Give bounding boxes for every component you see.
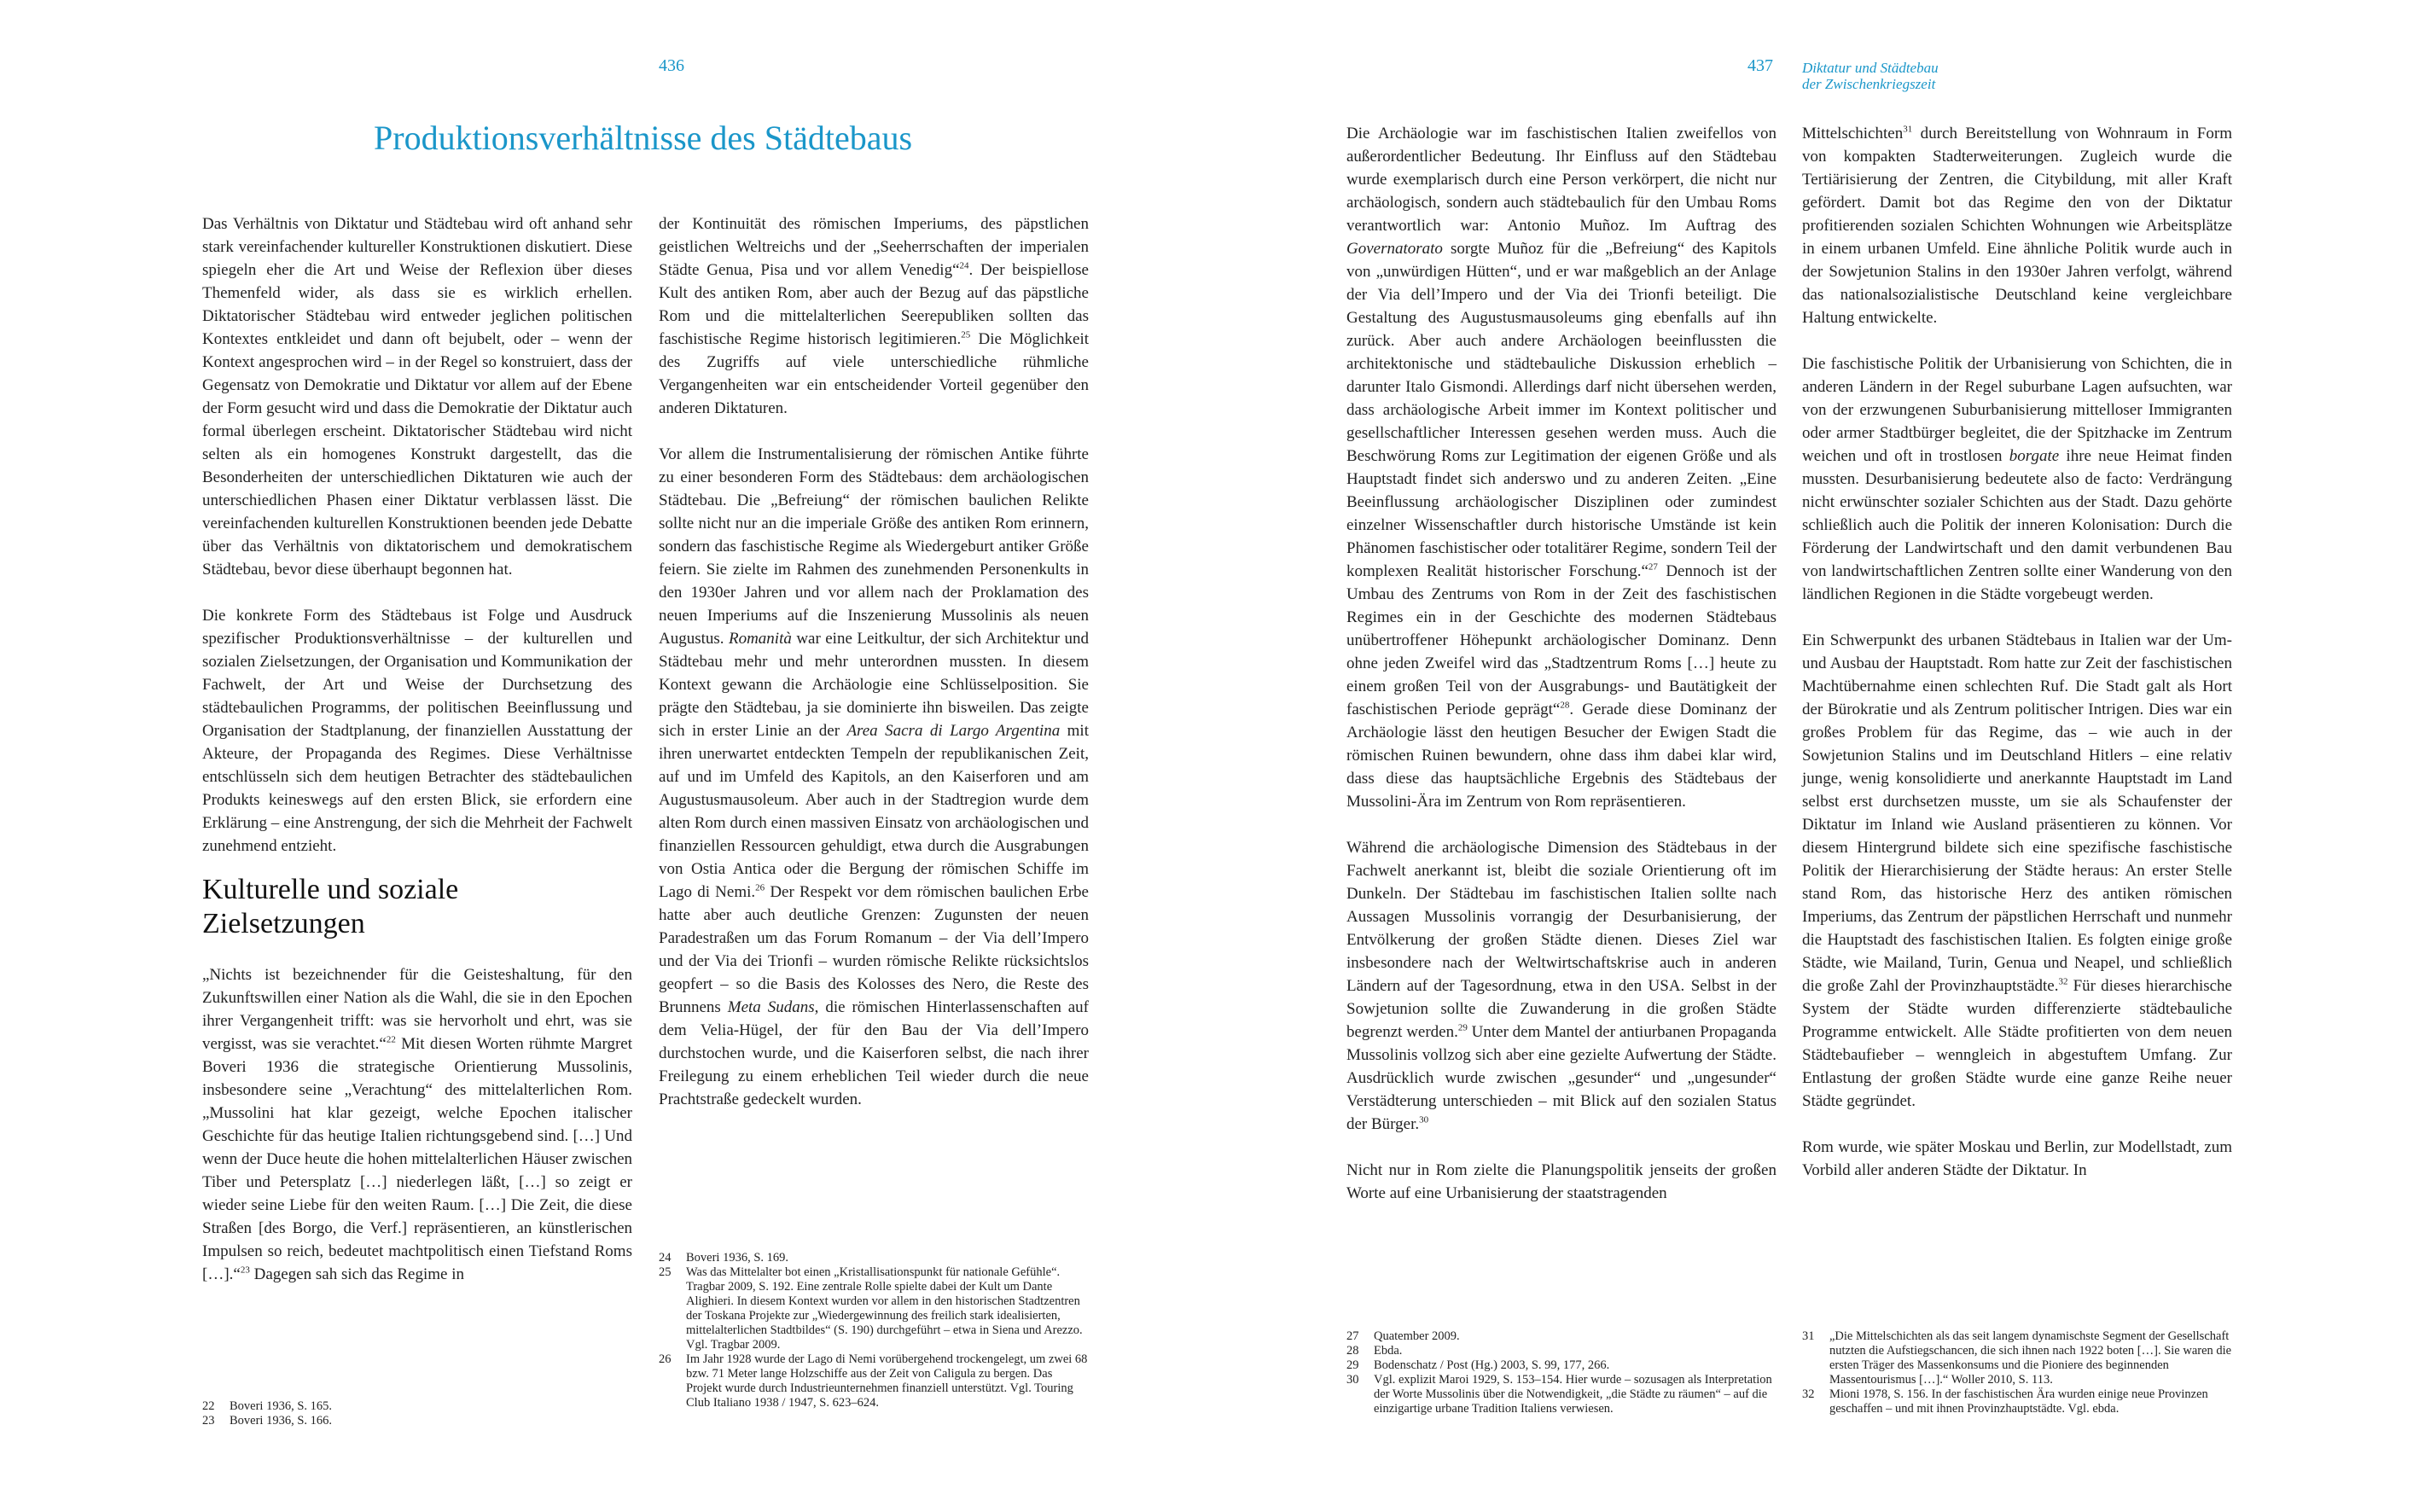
footnote: 22 Boveri 1936, S. 165. xyxy=(202,1399,333,1413)
running-head: Diktatur und Städtebau der Zwischenkriegszeit xyxy=(1802,60,1939,92)
paragraph: Mittelschichten$^{31}$ durch Bereitstellung von Wohnraum in Form von kompakten Stadterweiterungen. Zugleich wurde die Tertiärisierung der Zentren, die Citybildung, mit aller Kraft gefördert. Damit bot das Regime den von der Diktatur profitierenden sozialen Schichten Wohnungen wie Arbeitsplätze in einem urbanen Umfeld. Eine ähnliche Politik wurde auch in der Sowjetunion Stalins in den 1930er Jahren verfolgt, während das nationalsozialistische Deutschland keine vergleichbare Haltung entwickelte. xyxy=(1802,124,2232,327)
footnote: 23 Boveri 1936, S. 166. xyxy=(202,1414,333,1428)
footnote-ref[interactable]: 31 xyxy=(1903,124,1913,135)
page-number-right: 437 xyxy=(1747,56,1773,75)
paragraph: der Kontinuität des römischen Imperiums, des päpstlichen geistlichen Weltreichs und der „Seeherrschaften der imperialen Städte Genua, Pisa und vor allem Venedig“$^{24}$. Der beispiellose Kult des antiken Rom, aber auch der Bezug auf das päpstliche Rom und die mittelalterlichen Seerepubliken sollten das faschistische Regime historisch legitimieren.$^{25}$ Die Möglichkeit des Zugriffs auf viele unterschiedliche rühmliche Vergangenheiten war ein entscheidender Vorteil gegenüber den anderen Diktaturen. xyxy=(659,215,1090,417)
paragraph: Die konkrete Form des Städtebaus ist Folge und Ausdruck spezifischer Produktionsverhältnisse – der kulturellen und sozialen Zielsetzungen, der Organisation und Kommunikation der Fachwelt, der Art und Weise der Durchsetzung des städtebaulichen Programms, der politischen Beeinflussung und Organisation der Stadtplanung, der finanziellen Ausstattung der Akteure, der Propaganda des Regimes. Diese Verhältnisse entschlüsseln sich dem heutigen Betrachter des städtebaulichen Produkts keineswegs auf den ersten Blick, sie erfordern eine Erklärung – eine Anstrengung, der sich die Mehrheit der Fachwelt zunehmend entzieht. xyxy=(202,607,632,855)
footnote: 24 Boveri 1936, S. 169. xyxy=(659,1251,789,1265)
paragraph: Vor allem die Instrumentalisierung der römischen Antike führte zu einer besonderen Form des Städtebaus: dem archäologischen Städtebau. Die „Befreiung“ der römischen baulichen Relikte sollte nicht nur an die imperiale Größe des antiken Rom erinnern, sondern das faschistische Regime als Wiedergeburt antiker Größe feiern. Sie zielte im Rahmen des zunehmenden Personenkults in den 1930er Jahren und vor allem nach der Proklamation des neuen Imperiums auf die Inszenierung Mussolinis als neuen Augustus. Romanità war eine Leitkultur, der sich Architektur und Städtebau mehr und mehr unterordnen mussten. In diesem Kontext gewann die Archäologie eine Schlüsselposition. Sie prägte den Städtebau, ja sie dominierte ihn bisweilen. Das zeigte sich in erster Linie an der Area Sacra di Largo Argentina mit ihren unerwartet entdeckten Tempeln der republikanischen Zeit, auf und im Umfeld des Kapitols, an den Kaiserforen und am Augustusmausoleum. Aber auch in der Stadtregion wurde dem alten Rom durch einen massiven Einsatz von archäologischen und finanziellen Ressourcen gehuldigt, etwa durch die Ausgrabungen von Ostia Antica oder die Bergung der römischen Schiffe im Lago di Nemi.$^{26}$ Der Respekt vor dem römischen baulichen Erbe hatte aber auch deutliche Grenzen: Zugunsten der neuen Paradestraßen um das Forum Romanum – der Via dell’Impero und der Via dei Trionfi – wurden römische Relikte rücksichtslos geopfert – so die Basis des Kolosses des Nero, die Reste des Brunnens Meta Sudans, die römischen Hinterlassenschaften auf dem Velia-Hügel, der für den Bau der Via dell’Impero durchstochen wurde, und die Kaiserforen selbst, die nach ihrer Freilegung zu einem erheblichen Teil wieder durch die neue Prachtstraße gedeckelt wurden. xyxy=(659,445,1090,1108)
paragraph: Die Archäologie war im faschistischen Italien zweifellos von außerordentlicher Bedeutung. Ihr Einfluss auf den Städtebau wurde exemplarisch durch eine Person verkörpert, die nicht nur archäologisch, sondern auch städtebaulich für den Umbau Roms verantwortlich war: Antonio Muñoz. Im Auftrag des Governatorato sorgte Muñoz für die „Befreiung“ des Kapitols von „unwürdigen Hütten“, und er war maßgeblich an der Anlage der Via dell’Impero und der Via dei Trionfi beteiligt. Die Gestaltung des Augustusmausoleums ging ebenfalls auf ihn zurück. Aber auch andere Archäologen beeinflussten die architektonische und städtebauliche Diskussion erheblich – darunter Italo Gismondi. Allerdings darf nicht übersehen werden, dass archäologische Arbeit immer im Kontext politischer und gesellschaftlicher Interessen gesehen werden muss. Auch die Beschwörung Roms zur Legitimation der eigenen Größe und als Hauptstadt findet sich anderswo und zu anderen Zeiten. „Eine Beeinflussung archäologischer Disziplinen oder zumindest einzelner Wissenschaftler durch historische Umstände ist kein Phänomen faschistischer oder totalitärer Regime, sondern Teil der komplexen Realität historischer Forschung.“$^{27}$ Dennoch ist der Umbau des Zentrums von Rom in der Zeit des faschistischen Regimes ein in der Geschichte des modernen Städtebaus unübertroffener Höhepunkt archäologischer Dominanz. Denn ohne jeden Zweifel wird das „Stadtzentrum Roms […] heute zu einem großen Teil von der Ausgrabungs- und Bautätigkeit der faschistischen Periode geprägt“$^{28}$. Gerade diese Dominanz der Archäologie lässt den heutigen Besucher der Ewigen Stadt die römischen Ruinen bewundern, ohne dass ihm dabei klar wird, dass diese das hauptsächliche Ergebnis des Städtebaus der Mussolini-Ära im Zentrum von Rom repräsentieren. xyxy=(1346,125,1777,811)
footnote-ref[interactable]: 27 xyxy=(1648,561,1658,573)
footnote-ref[interactable]: 30 xyxy=(1419,1114,1429,1125)
footnotes-col-1 xyxy=(202,1399,632,1428)
page-number-left: 436 xyxy=(659,56,684,75)
footnotes-col-2 xyxy=(659,1251,1089,1410)
footnote-ref[interactable]: 25 xyxy=(961,329,971,340)
footnote: 30 Vgl. explizit Maroi 1929, S. 153–154. Hier wurde – sozusagen als Interpretation der Worte Mussolinis über die Notwendigkeit, „die Städte zu räumen“ – auf die einzigartige urbane Tradition Italiens verwiesen. xyxy=(1346,1373,1772,1416)
paragraph: Das Verhältnis von Diktatur und Städtebau wird oft anhand sehr stark vereinfachender kultureller Konstruktionen diskutiert. Diese spiegeln eher die Art und Weise der Reflexion über dieses Themenfeld wider, als dass sie es wirklich erhellen. Diktatorischer Städtebau wird entweder jeglichen politischen Kontextes entkleidet und dann oft bejubelt, oder – wenn der Kontext angesprochen wird – in der Regel so konstruiert, dass der Gegensatz von Demokratie und Diktatur vor allem auf der Ebene der Form gesucht wird und dass die Demokratie der Diktatur auch formal überlegen erscheint. Diktatorischer Städtebau wird nicht selten als ein homogenes Konstrukt dargestellt, das die Besonderheiten der unterschiedlichen Diktaturen wie auch der unterschiedlichen Phasen einer Diktatur verblassen lässt. Die vereinfachenden kulturellen Konstruktionen beenden jede Debatte über das Verhältnis von diktatorischem und demokratischem Städtebau, bevor diese überhaupt begonnen hat. xyxy=(202,215,632,579)
footnote-ref[interactable]: 28 xyxy=(1560,700,1570,711)
chapter-title: Produktionsverhältnisse des Städtebaus xyxy=(374,119,913,157)
footnote-ref[interactable]: 32 xyxy=(2058,976,2068,987)
footnote: 31 „Die Mittelschichten als das seit langem dynamischste Segment der Gesellschaft nutzten die Aufstiegschancen, die sich ihnen nach 1922 boten […]. Sie waren die ersten Träger des Massenkonsums und die Pioniere des beginnenden Massentourismus […].“ Woller 2010, S. 113. xyxy=(1802,1329,2232,1387)
footnote: 28 Ebda. xyxy=(1346,1344,1403,1358)
text-column-3 xyxy=(1346,122,1776,1205)
paragraph: Nicht nur in Rom zielte die Planungspolitik jenseits der großen Worte auf eine Urbanisierung der staatstragenden xyxy=(1346,1161,1776,1202)
paragraph: Rom wurde, wie später Moskau und Berlin, zur Modellstadt, zum Vorbild aller anderen Städte der Diktatur. In xyxy=(1802,1138,2232,1179)
footnote-ref[interactable]: 24 xyxy=(959,260,969,271)
footnote-ref[interactable]: 23 xyxy=(240,1265,250,1276)
text-column-4 xyxy=(1802,122,2232,1182)
footnote: 29 Bodenschatz / Post (Hg.) 2003, S. 99, 177, 266. xyxy=(1346,1358,1610,1372)
footnote: 27 Quatember 2009. xyxy=(1346,1329,1460,1343)
paragraph: Während die archäologische Dimension des Städtebaus in der Fachwelt anerkannt ist, bleibt die soziale Orientierung oft im Dunkeln. Der Städtebau im faschistischen Italien sollte nach Aussagen Mussolinis vorrangig der Desurbanisierung, der Entvölkerung der großen Städte dienen. Dieses Ziel war insbesondere nach der Weltwirtschaftskrise auch in anderen Ländern auf der Tagesordnung, etwa in den USA. Selbst in der Sowjetunion sollte die Zuwanderung in die großen Städte begrenzt werden.$^{29}$ Unter dem Mantel der antiurbanen Propaganda Mussolinis vollzog sich aber eine gezielte Aufwertung der Städte. Ausdrücklich wurde zwischen „gesunder“ und „ungesunder“ Verstädterung unterschieden – mit Blick auf den sozialen Status der Bürger.$^{30}$ xyxy=(1346,839,1776,1133)
paragraph: Die faschistische Politik der Urbanisierung von Schichten, die in anderen Ländern in der Regel suburbane Lagen aufsuchten, war von der erzwungenen Suburbanisierung mittelloser Immigranten oder armer Stadtbürger begleitet, die der Spitzhacke im Zentrum weichen und oft in trostlosen borgate ihre neue Heimat finden mussten. Desurbanisierung bedeutete also de facto: Verdrängung nicht erwünschter sozialer Schichten aus der Stadt. Dazu gehörte schließlich auch die Politik der inneren Kolonisation: Durch die Förderung der Landwirtschaft und den damit verbundenen Bau von landwirtschaftlichen Zentren sollte einer Wanderung von den ländlichen Regionen in die Städte vorgebeugt werden. xyxy=(1802,355,2232,603)
footnotes-col-4 xyxy=(1802,1329,2232,1416)
footnote: 25 Was das Mittelalter bot einen „Kristallisationspunkt für nationale Gefühle“. Tragbar 2009, S. 192. Eine zentrale Rolle spielte dabei der Kult um Dante Alighieri. In diesem Kontext wurden vor allem in den historischen Stadtzentren der Toskana Projekte zur „Wiedergewinnung des freilich stark idealisierten, mittelalterlichen Stadtbildes“ (S. 190) durchgeführt – etwa in Siena und Arezzo. Vgl. Tragbar 2009. xyxy=(659,1265,1083,1352)
text-column-2 xyxy=(659,212,1089,1111)
footnote: 26 Im Jahr 1928 wurde der Lago di Nemi vorübergehend trockengelegt, um zwei 68 bzw. 71 Meter lange Holzschiffe aus der Zeit von Caligula zu bergen. Das Projekt wurde durch Industrieunternehmen finanziell unterstützt. Vgl. Touring Club Italiano 1938 / 1947, S. 623–624. xyxy=(659,1352,1088,1410)
text-column-1 xyxy=(202,212,632,1286)
footnote-ref[interactable]: 22 xyxy=(386,1034,396,1045)
paragraph: Ein Schwerpunkt des urbanen Städtebaus in Italien war der Um- und Ausbau der Hauptstadt. Rom hatte zur Zeit der faschistischen Machtübernahme einen schlechten Ruf. Die Stadt galt als Hort der Bürokratie und als Zentrum politischer Intrigen. Dies war ein großes Problem für das Regime, das – wie auch in der Sowjetunion Stalins und im Deutschland Hitlers – eine relativ junge, wenig konsolidierte und anerkannte Hauptstadt im Land selbst erst durchsetzen musste, um sie als Schaufenster der Diktatur im Inland wie Ausland präsentieren zu können. Vor diesem Hintergrund bildete sich eine spezifische faschistische Politik der Hierarchisierung der Städte heraus: An erster Stelle stand Rom, das historische Herz des antiken römischen Imperiums, das Zentrum der päpstlichen Herrschaft und nunmehr die Hauptstadt des faschistischen Italien. Es folgten einige große Städte, wie Mailand, Turin, Genua und Neapel, und schließlich die große Zahl der Provinzhauptstädte.$^{32}$ Für dieses hierarchische System der Städte wurden differenzierte städtebauliche Programme entwickelt. Alle Städte profitierten von dem neuen Städtebaufieber – wenngleich in abgestuftem Umfang. Zur Entlastung der großen Städte wurde eine ganze Reihe neuer Städte gegründet. xyxy=(1802,631,2232,1110)
footnote: 32 Mioni 1978, S. 156. In der faschistischen Ära wurden einige neue Provinzen geschaffen – und mit ihnen Provinzhauptstädte. Vgl. ebda. xyxy=(1802,1387,2208,1416)
footnote-ref[interactable]: 26 xyxy=(755,882,765,893)
section-heading: Kulturelle und soziale Zielsetzungen xyxy=(202,874,459,939)
paragraph: „Nichts ist bezeichnender für die Geisteshaltung, für den Zukunftswillen einer Nation als die Wahl, die sie in den Epochen ihrer Vergangenheit trifft: was sie hervorholt und ehrt, was sie vergisst, was sie verachtet.“$^{22}$ Mit diesen Worten rühmte Margret Boveri 1936 die strategische Orientierung Mussolinis, insbesondere seine „Verachtung“ des mittelalterlichen Rom. „Mussolini hat klar gezeigt, welche Epochen italischer Geschichte für das heutige Italien richtungsgebend sind. […] Und wenn der Duce heute die hohen mittelalterlichen Häuser zwischen Tiber und Petersplatz […] niederlegen läßt, […] so zeigt er wieder seine Liebe für den weiten Raum. […] Die Zeit, die diese Straßen [des Borgo, die Verf.] repräsentieren, an künstlerischen Impulsen so reich, bedeutet machtpolitisch einen Tiefstand Roms […].“$^{23}$ Dagegen sah sich das Regime in xyxy=(202,966,632,1283)
footnote-ref[interactable]: 29 xyxy=(1457,1022,1468,1033)
footnotes-col-3 xyxy=(1346,1329,1776,1416)
